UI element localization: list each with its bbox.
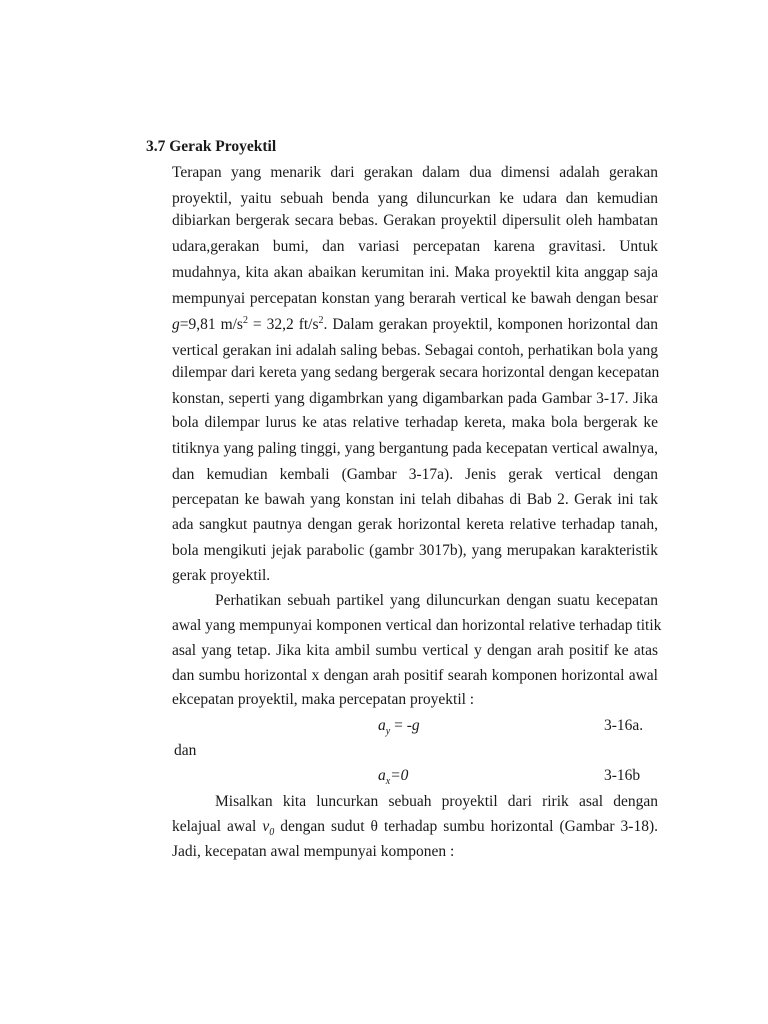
paragraph-line: asal yang tetap. Jika kita ambil sumbu vertical y dengan arah positif ke atas <box>172 642 658 659</box>
paragraph-line: dibiarkan bergerak secara bebas. Gerakan proyektil dipersulit oleh hambatan <box>172 212 658 229</box>
paragraph-line: dan kemudian kembali (Gambar 3-17a). Jenis gerak vertical dengan <box>172 466 658 483</box>
paragraph-line: Terapan yang menarik dari gerakan dalam dua dimensi adalah gerakan <box>172 164 658 181</box>
v0-symbol: $v_0$ <box>262 818 275 839</box>
gravity-value-imperial: = 32,2 ft/s <box>247 316 319 333</box>
paragraph-line: proyektil, yaitu sebuah benda yang diluncurkan ke udara dan kemudian <box>172 190 658 207</box>
paragraph-line: dilempar dari kereta yang sedang bergerak secara horizontal dengan kecepatan <box>172 364 660 381</box>
exponent: 2 <box>242 314 248 326</box>
gravity-value-si: =9,81 m/s <box>179 316 243 333</box>
paragraph-line: gerak proyektil. <box>172 567 271 584</box>
connector-text: dan <box>174 742 197 759</box>
exponent: 2 <box>318 314 324 326</box>
paragraph-line: konstan, seperti yang digambrkan yang digambarkan pada Gambar 3-17. Jika <box>172 390 658 407</box>
paragraph-line: titiknya yang paling tinggi, yang bergantung pada kecepatan vertical awalnya, <box>172 440 658 457</box>
section-heading: 3.7 Gerak Proyektil <box>146 138 277 155</box>
equation-number: 3-16a. <box>604 717 644 734</box>
paragraph-line: Perhatikan sebuah partikel yang diluncurkan dengan suatu kecepatan <box>215 592 658 609</box>
paragraph-line: ekcepatan proyektil, maka percepatan proyektil : <box>172 691 475 708</box>
equation-ay: $a_y = -g$ <box>378 717 420 738</box>
gravity-line-rest: . Dalam gerakan proyektil, komponen horizontal dan <box>323 316 658 333</box>
paragraph-line: kelajual awal $v_0$ dengan sudut θ terhadap sumbu horizontal (Gambar 3-18). <box>172 818 658 839</box>
paragraph-line: percepatan ke bawah yang konstan ini telah dibahas di Bab 2. Gerak ini tak <box>172 491 658 508</box>
paragraph-line: udara,gerakan bumi, dan variasi percepatan karena gravitasi. Untuk <box>172 238 658 255</box>
paragraph-line: bola mengikuti jejak parabolic (gambr 3017b), yang merupakan karakteristik <box>172 542 658 559</box>
equation-ax: $a_x=0$ <box>378 767 409 788</box>
paragraph-line: mudahnya, kita akan abaikan kerumitan ini. Maka proyektil kita anggap saja <box>172 264 658 281</box>
equation-number: 3-16b <box>604 767 641 784</box>
gravity-line <box>172 315 658 335</box>
paragraph-line: ada sangkut pautnya dengan gerak horizontal kereta relative terhadap tanah, <box>172 516 658 533</box>
paragraph-line: bola dilempar lurus ke atas relative terhadap kereta, maka bola bergerak ke <box>172 414 658 431</box>
paragraph-line: Misalkan kita luncurkan sebuah proyektil dari ririk asal dengan <box>215 793 658 810</box>
paragraph-line: vertical gerakan ini adalah saling bebas. Sebagai contoh, perhatikan bola yang <box>172 342 658 359</box>
paragraph-line: awal yang mempunyai komponen vertical dan horizontal relative terhadap titik <box>172 617 662 634</box>
paragraph-line: dan sumbu horizontal x dengan arah positif searah komponen horizontal awal <box>172 667 658 684</box>
paragraph-line: mempunyai percepatan konstan yang berarah vertical ke bawah dengan besar <box>172 290 658 307</box>
g-symbol: g <box>172 316 180 333</box>
paragraph-line: Jadi, kecepatan awal mempunyai komponen : <box>172 843 455 860</box>
